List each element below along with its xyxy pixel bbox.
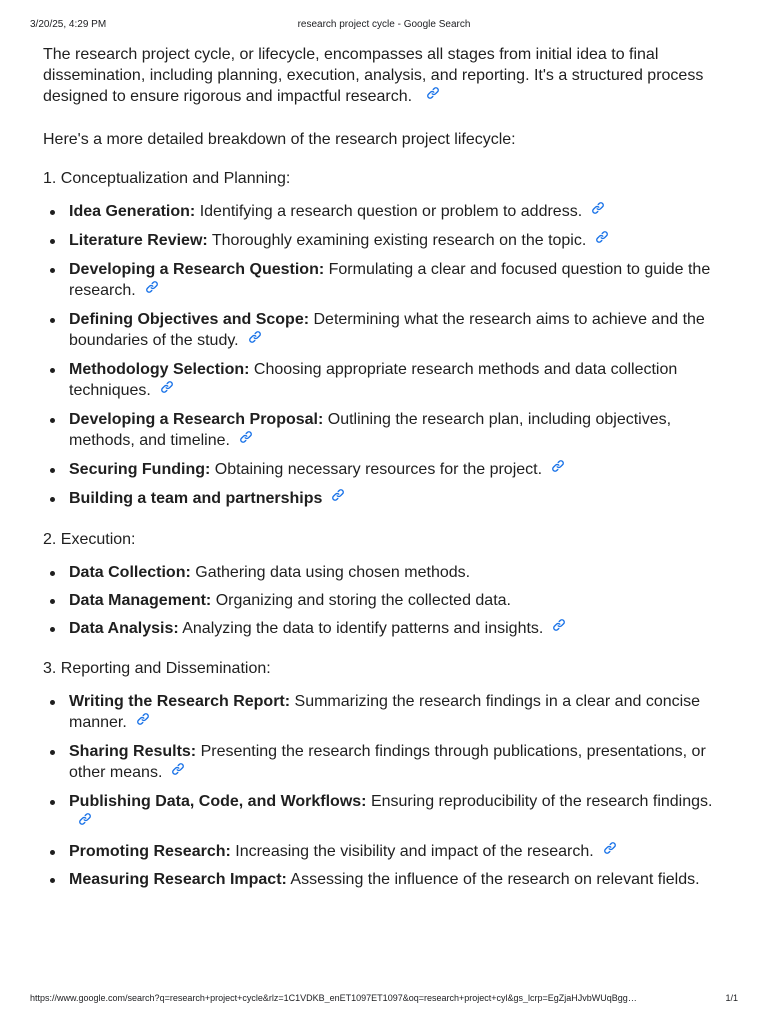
section-title-planning: 1. Conceptualization and Planning: bbox=[43, 170, 291, 187]
item-desc: Thoroughly examining existing research on the topic. bbox=[207, 232, 587, 249]
link-icon[interactable] bbox=[145, 280, 159, 294]
ai-overview-content bbox=[43, 44, 733, 898]
item-desc: Outlining the research plan, including objectives, methods, and timeline. bbox=[69, 411, 672, 449]
link-icon[interactable] bbox=[603, 841, 617, 855]
item-desc: Formulating a clear and focused question to guide the research. bbox=[69, 261, 711, 299]
list-item bbox=[69, 459, 733, 480]
section-list-planning bbox=[43, 201, 733, 509]
item-term: Data Analysis: bbox=[69, 620, 179, 637]
item-term: Idea Generation: bbox=[69, 203, 196, 220]
section-title-execution: 2. Execution: bbox=[43, 531, 136, 548]
link-icon[interactable] bbox=[160, 380, 174, 394]
link-icon[interactable] bbox=[171, 762, 185, 776]
item-desc: Organizing and storing the collected data. bbox=[211, 592, 511, 609]
item-term: Developing a Research Proposal: bbox=[69, 411, 324, 428]
link-icon[interactable] bbox=[552, 618, 566, 632]
link-icon[interactable] bbox=[136, 712, 150, 726]
list-item bbox=[69, 841, 733, 862]
list-item bbox=[69, 201, 733, 222]
item-term: Securing Funding: bbox=[69, 461, 211, 478]
print-datetime: 3/20/25, 4:29 PM bbox=[30, 19, 107, 30]
item-term: Publishing Data, Code, and Workflows: bbox=[69, 793, 367, 810]
section-list-reporting bbox=[43, 691, 733, 890]
list-item bbox=[69, 791, 733, 833]
link-icon[interactable] bbox=[426, 86, 440, 100]
list-item bbox=[69, 488, 733, 509]
item-term: Defining Objectives and Scope: bbox=[69, 311, 310, 328]
list-item bbox=[69, 691, 733, 733]
list-item bbox=[69, 359, 733, 401]
print-url: https://www.google.com/search?q=research+project+cycle&rlz=1C1VDKB_enET1097ET1097&oq=research+project+cyl&gs_lcrp=EgZjaHJvbWUqBgg… bbox=[30, 993, 637, 1003]
item-term: Data Collection: bbox=[69, 564, 191, 581]
list-item bbox=[69, 618, 733, 639]
item-desc: Analyzing the data to identify patterns and insights. bbox=[178, 620, 544, 637]
item-desc: Identifying a research question or problem to address. bbox=[195, 203, 583, 220]
link-icon[interactable] bbox=[591, 201, 605, 215]
item-term: Sharing Results: bbox=[69, 743, 197, 760]
list-item bbox=[69, 309, 733, 351]
link-icon[interactable] bbox=[331, 488, 345, 502]
item-desc: Choosing appropriate research methods and data collection techniques. bbox=[69, 361, 678, 399]
intro-text-2: . It's a structured process designed to ensure rigorous and impactful research. bbox=[43, 67, 704, 105]
link-icon[interactable] bbox=[595, 230, 609, 244]
link-icon[interactable] bbox=[551, 459, 565, 473]
print-page-number: 1/1 bbox=[725, 993, 738, 1003]
list-item bbox=[69, 562, 733, 583]
print-header bbox=[30, 19, 738, 33]
item-desc: Determining what the research aims to achieve and the boundaries of the study. bbox=[69, 311, 705, 349]
item-term: Literature Review: bbox=[69, 232, 208, 249]
list-item bbox=[69, 590, 733, 611]
section-title-reporting: 3. Reporting and Dissemination: bbox=[43, 660, 271, 677]
item-desc: Summarizing the research findings in a clear and concise manner. bbox=[69, 693, 701, 731]
item-term: Writing the Research Report: bbox=[69, 693, 291, 710]
list-item bbox=[69, 869, 733, 890]
item-term: Developing a Research Question: bbox=[69, 261, 325, 278]
link-icon[interactable] bbox=[239, 430, 253, 444]
list-item bbox=[69, 230, 733, 251]
item-desc: Assessing the influence of the research on relevant fields. bbox=[286, 871, 700, 888]
item-term: Measuring Research Impact: bbox=[69, 871, 287, 888]
print-page-title: research project cycle - Google Search bbox=[297, 19, 471, 30]
link-icon[interactable] bbox=[78, 812, 92, 826]
list-item bbox=[69, 741, 733, 783]
link-icon[interactable] bbox=[248, 330, 262, 344]
item-desc: Gathering data using chosen methods. bbox=[190, 564, 471, 581]
item-desc: Obtaining necessary resources for the project. bbox=[210, 461, 543, 478]
intro-paragraph bbox=[43, 44, 733, 107]
list-item bbox=[69, 259, 733, 301]
breakdown-heading: Here's a more detailed breakdown of the research project lifecycle: bbox=[43, 131, 516, 148]
item-desc: Presenting the research findings through publications, presentations, or other means. bbox=[69, 743, 706, 781]
item-term: Methodology Selection: bbox=[69, 361, 250, 378]
item-desc: Increasing the visibility and impact of the research. bbox=[230, 843, 594, 860]
item-term: Data Management: bbox=[69, 592, 212, 609]
item-term: Building a team and partnerships bbox=[69, 490, 323, 507]
item-term: Promoting Research: bbox=[69, 843, 231, 860]
list-item bbox=[69, 409, 733, 451]
section-list-execution bbox=[43, 562, 733, 639]
item-desc: Ensuring reproducibility of the research findings. bbox=[366, 793, 713, 810]
print-footer bbox=[30, 993, 738, 1007]
intro-text-1: The research project cycle, or lifecycle, encompasses all stages from initial idea to final dissemination, including planning, execution, analysis, and reporting bbox=[43, 46, 659, 84]
